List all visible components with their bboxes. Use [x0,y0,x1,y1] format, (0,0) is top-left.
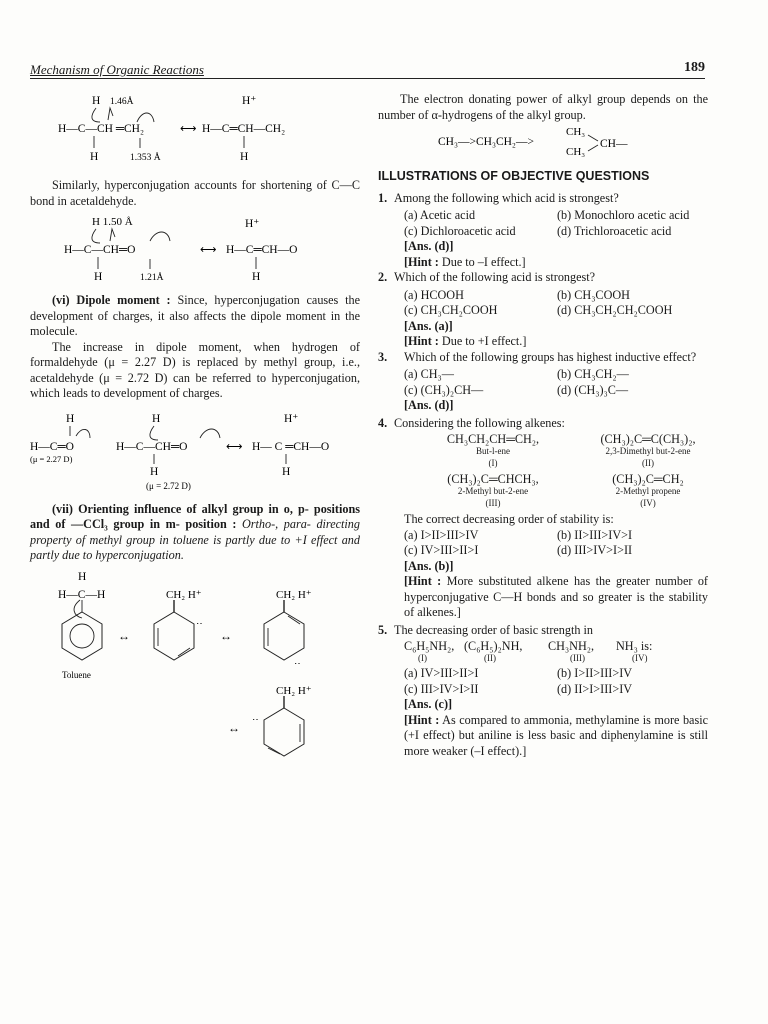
alkene-formula: (CH₃)₂C═CHCH₃, [447,472,539,486]
option-c: (c) IV>III>II>I [404,543,479,557]
hint [378,713,708,760]
toluene-resonance-svg [30,568,360,768]
options [378,528,708,559]
h-bottom-text-2: H [240,151,249,163]
options [378,666,708,697]
roman-3: (III) [570,653,585,663]
inductive-order-svg [378,125,708,159]
acetaldehyde-text: H—C—CH═O [116,440,188,453]
options [378,288,708,319]
question-2 [378,270,708,350]
dipole-text: Since, hyperconjugation causes the development of charges, it also affects the dipole moment in the molecule. [30,293,361,338]
alkene-formula: (CH₃)₂C═CH₂ [612,472,684,486]
dipole-heading: (vi) Dipole moment : [52,293,171,307]
base-1: C₆H₅NH₂, [404,639,455,653]
acetaldehyde-h-bottom: H [150,465,159,478]
option-c: (c) CH₃CH₂COOH [404,303,498,317]
dipole-structures [30,410,360,492]
alkene-name: 2-Methyl but-2-ene [457,486,529,496]
resonance-form-text: H— C ═CH—O [252,440,330,453]
base-2: (C₆H₅)₂NH, [464,639,523,653]
option-b: (b) CH₃COOH [557,287,630,302]
option-b: (b) II>III>IV>I [557,527,633,542]
question-text: Among the following which acid is strongest? [394,190,619,205]
bases-list [378,640,708,664]
ch2-label-3: CH₂ H⁺ [276,684,312,697]
option-b: (b) Monochloro acetic acid [557,208,690,222]
page-header [30,62,705,79]
option-d: (d) CH₃CH₂CH₂COOH [557,303,673,317]
paragraph-dipole [30,293,360,340]
lone-pair: ‥ [252,711,259,723]
resonance-arrow: ⟷ [180,123,197,135]
toluene-label: Toluene [62,669,91,680]
acetaldehyde-h-top: H [152,412,161,425]
dipole-structures-svg [30,410,360,492]
toluene-h-top: H [78,570,87,583]
hint [378,574,708,621]
inductive-order [378,125,708,159]
question-text: Which of the following groups has highest inductive effect? [404,349,697,364]
alkene-formula: CH₃CH₂CH═CH₂, [446,432,540,446]
alkene-roman: (I) [488,458,498,468]
roman-4: (IV) [632,653,648,663]
option-b: (b) CH₃CH₂— [557,367,629,381]
hint-text: Due to +I effect.] [438,334,527,348]
h-bottom-text-2: H [252,271,261,283]
answer: [Ans. (c)] [404,697,453,711]
option-c: (c) III>IV>I>II [404,681,479,696]
resonance-arrow: ↔ [228,720,240,735]
question-5 [378,623,708,760]
formaldehyde-text: H—C═O [30,440,74,453]
option-d: (d) III>IV>I>II [557,543,633,557]
main-left-text: H—C—CH ═CH₂ [58,123,144,135]
left-column [30,92,360,768]
option-c: (c) Dichloroacetic acid [404,223,516,238]
hint-text: More substituted alkene has the greater number of hyperconjugative C—H bonds and so greater is the stability of alkenes.] [404,574,708,619]
hint-text: Due to –I effect.] [438,254,526,269]
question-text: Considering the following alkenes: [394,415,565,430]
question-1 [378,191,708,271]
alkene-roman: (IV) [640,498,656,508]
question-number: 2. [378,270,388,284]
hint [378,255,708,271]
question-number: 4. [378,415,388,430]
alkene-name: 2-Methyl propene [615,486,681,496]
base-4: NH₃ is: [616,639,653,653]
arrow-curve [150,426,158,440]
arrow-curve-2 [150,232,170,241]
question-4 [378,416,708,621]
alkene-2 [568,433,728,469]
propene-structure-svg [30,92,360,164]
order-right: CH— [600,138,628,150]
ring-3 [264,612,304,660]
resonance-arrow: ⟷ [200,244,217,256]
bond-line [588,145,598,151]
toluene-methyl: H—C—H [58,588,106,601]
right-column [378,92,708,759]
option-c: (c) (CH₃)₂CH— [404,382,484,397]
acetaldehyde-structure-svg [30,213,360,283]
alkene-1 [418,433,568,469]
bond-length-bottom: 1.21Å [140,273,164,283]
resonance-arrow: ⟷ [226,440,243,453]
h-top-text: H 1.50 Å [92,216,133,228]
ch2-label-1: CH₂ H⁺ [166,588,202,601]
resonance-arrow: ↔ [118,628,130,643]
lone-pair: ‥ [294,655,301,667]
hplus-text: H⁺ [242,95,257,107]
option-a: (a) Acetic acid [404,208,476,222]
roman-1: (I) [418,653,427,663]
base-3: CH₃NH₂, [548,639,595,653]
question-number: 3. [378,349,388,364]
hyperconjugation-structure-acetaldehyde [30,213,360,283]
hint-label: [Hint : [404,574,442,588]
options [378,208,708,239]
option-a: (a) I>II>III>IV [404,527,479,542]
alkene-name: 2,3-Dimethyl but-2-ene [605,446,691,456]
h-bottom-text: H [94,271,103,283]
alkene-roman: (II) [642,458,654,468]
paragraph-alkyl-donating: The electron donating power of alkyl group depends on the number of α-hydrogens of the alkyl group. [378,92,708,122]
option-d: (d) Trichloroacetic acid [557,223,672,238]
main-right-text: H—C═CH—CH₂ [202,123,286,135]
hplus-text: H⁺ [284,412,299,425]
answer: [Ans. (d)] [404,239,454,253]
h-top-text: H [92,95,101,107]
option-a: (a) IV>III>II>I [404,666,479,680]
answer: [Ans. (b)] [404,558,454,573]
ring-double-bond [268,748,280,754]
ch2-label-2: CH₂ H⁺ [276,588,312,601]
question-text-2: The correct decreasing order of stability is: [404,512,614,526]
option-d: (d) II>I>III>IV [557,681,633,696]
arrow-curve [76,429,90,438]
formaldehyde-h-top: H [66,412,75,425]
answer: [Ans. (a)] [404,318,453,333]
aromatic-circle [70,624,94,648]
question-number: 5. [378,622,388,637]
paragraph-orienting [30,502,360,564]
toluene-resonance [30,568,360,768]
question-3 [378,350,708,414]
question-text: The decreasing order of basic strength in [394,622,593,637]
resonance-arrow: ↔ [220,628,232,643]
arrow-curve [92,229,100,243]
arrow-curve-2 [137,113,154,122]
h-bottom-text: H [90,151,99,163]
roman-2: (II) [484,653,496,663]
hint-label: [Hint : [404,254,439,269]
option-a: (a) HCOOH [404,287,464,302]
question-number: 1. [378,190,388,205]
arrow-curve [74,600,82,618]
running-title: Mechanism of Organic Reactions [30,62,204,77]
hint-label: [Hint : [404,712,440,727]
alkenes-list [378,433,708,509]
option-a: (a) CH₃— [404,367,454,381]
hplus-text: H⁺ [245,218,260,230]
paragraph-dipole-increase: The increase in dipole moment, when hydrogen of formaldehyde (μ = 2.27 D) is replaced by methyl group, i.e., acetaldehyde (μ = 2.72 D) can be referred to hyperconjugation, which leads to development of charges. [30,339,360,400]
orienting-heading: (vii) Orienting influence of alkyl group in o, p- positions and of —CCl₃ group in m- position : [30,501,360,531]
paragraph-acetaldehyde: Similarly, hyperconjugation accounts for shortening of C—C bond in acetaldehyde. [30,178,360,208]
lone-pair: ‥ [196,615,203,627]
hint-text: As compared to ammonia, methylamine is more basic (+I effect) but aniline is less basic and diphenylamine is still more weaker (–I effect).] [404,712,708,758]
arrow-curve [92,108,100,122]
main-right-text: H—C═CH—O [226,244,298,256]
resonance-h-bottom: H [282,465,291,478]
benzene-ring [62,612,102,660]
alkene-4 [568,473,728,509]
hint-label: [Hint : [404,334,439,348]
answer: [Ans. (d)] [404,398,454,412]
options [378,367,708,398]
main-left-text: H—C—CH═O [64,244,136,256]
arrow-up [110,229,115,241]
alkene-roman: (III) [485,498,501,508]
acetaldehyde-dipole: (μ = 2.72 D) [146,480,191,491]
option-d: (d) (CH₃)₃C— [557,382,629,397]
arrow-curve-2 [200,429,220,438]
bond-line [588,135,598,141]
section-title: ILLUSTRATIONS OF OBJECTIVE QUESTIONS [378,169,650,183]
alkene-name: But-l-ene [476,446,510,456]
hint [378,334,708,350]
bond-length-bottom: 1.353 Å [130,153,161,163]
ring-2 [154,612,194,660]
formaldehyde-dipole: (μ = 2.27 D) [30,453,73,464]
alkene-formula: (CH₃)₂C═C(CH₃)₂, [600,432,696,446]
order-left: CH₃—>CH₃CH₂—> [438,136,534,148]
orienting-text: Ortho-, para- directing property of methyl group in toluene is partly due to +I effect and partly due to hyperconjugation. [30,517,360,562]
option-b: (b) I>II>III>IV [557,666,633,680]
order-top: CH₃ [566,126,586,138]
order-bottom: CH₃ [566,146,586,158]
bond-length-top: 1.46Å [110,97,134,107]
arrow-up [108,108,113,120]
page-number: 189 [684,60,705,75]
question-text: Which of the following acid is strongest? [394,270,596,284]
alkene-3 [418,473,568,509]
hyperconjugation-structure-propene [30,92,360,164]
